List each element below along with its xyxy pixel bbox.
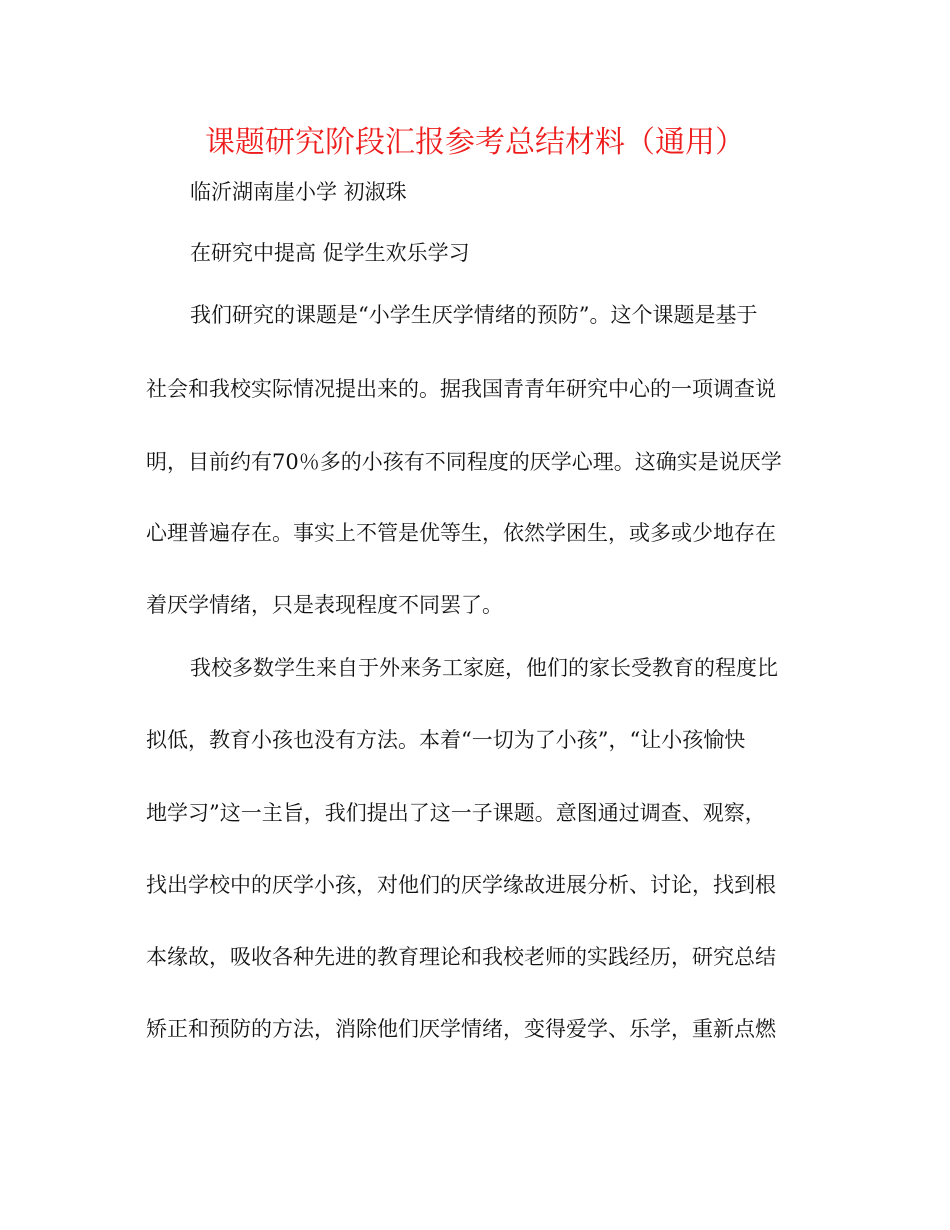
paragraph-line: 矫正和预防的方法，消除他们厌学情绪，变得爱学、乐学，重新点燃 <box>146 1017 776 1041</box>
paragraph-line: 明，目前约有70％多的小孩有不同程度的厌学心理。这确实是说厌学 <box>146 450 782 474</box>
document-subtitle: 在研究中提高 促学生欢乐学习 <box>190 241 470 265</box>
paragraph-line: 本缘故，吸收各种先进的教育理论和我校老师的实践经历，研究总结 <box>146 945 776 969</box>
author-line: 临沂湖南崖小学 初淑珠 <box>190 180 407 204</box>
document-title: 课题研究阶段汇报参考总结材料（通用） <box>205 125 745 160</box>
paragraph-line: 我们研究的课题是“小学生厌学情绪的预防”。这个课题是基于 <box>190 303 758 327</box>
paragraph-line: 社会和我校实际情况提出来的。据我国青青年研究中心的一项调查说 <box>146 377 776 401</box>
paragraph-line: 地学习”这一主旨，我们提出了这一子课题。意图通过调查、观察， <box>146 801 766 825</box>
paragraph-line: 着厌学情绪，只是表现程度不同罢了。 <box>146 593 503 617</box>
paragraph-line: 心理普遍存在。事实上不管是优等生，依然学困生，或多或少地存在 <box>146 521 776 545</box>
paragraph-line: 拟低，教育小孩也没有方法。本着“一切为了小孩”，“让小孩愉快 <box>146 728 746 752</box>
paragraph-line: 找出学校中的厌学小孩，对他们的厌学缘故进展分析、讨论，找到根 <box>146 873 776 897</box>
paragraph-line: 我校多数学生来自于外来务工家庭，他们的家长受教育的程度比 <box>190 656 778 680</box>
